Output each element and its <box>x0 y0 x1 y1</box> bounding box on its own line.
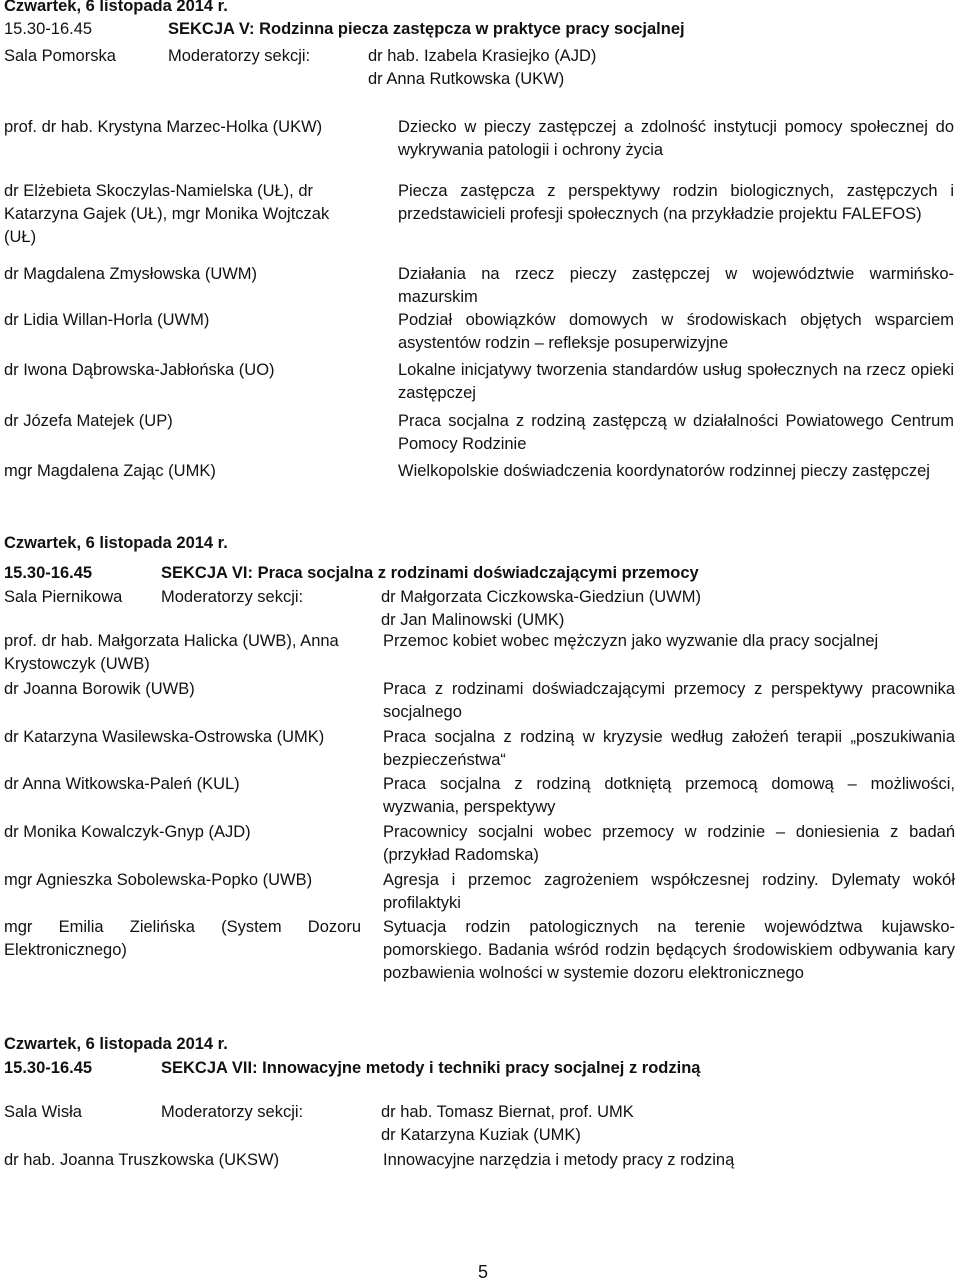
section-6-topic-2: Praca z rodzinami doświadczającymi przemocy z perspektywy pracownika socjalnego <box>383 680 955 721</box>
section-7-speaker-1: dr hab. Joanna Truszkowska (UKSW) <box>4 1151 280 1169</box>
section-5-date: Czwartek, 6 listopada 2014 r. <box>4 0 228 15</box>
section-5-topic-6: Praca socjalna z rodziną zastępczą w działalności Powiatowego Centrum Pomocy Rodzinie <box>398 412 954 453</box>
section-5-speaker-7: mgr Magdalena Zając (UMK) <box>4 462 216 480</box>
section-6-speaker-3: dr Katarzyna Wasilewska-Ostrowska (UMK) <box>4 728 325 746</box>
section-6-title-rest: : Praca socjalna z rodzinami doświadczającymi przemocy <box>247 564 699 582</box>
section-6-speaker-4: dr Anna Witkowska-Paleń (KUL) <box>4 775 240 793</box>
section-7-moderators-label: Moderatorzy sekcji: <box>161 1103 304 1121</box>
section-5-title: SEKCJA V: Rodzinna piecza zastępcza w praktyce pracy socjalnej <box>168 20 685 38</box>
section-7-room: Sala Wisła <box>4 1103 82 1121</box>
section-5-speaker-5: dr Iwona Dąbrowska-Jabłońska (UO) <box>4 361 275 379</box>
section-5-room: Sala Pomorska <box>4 47 116 65</box>
section-6-room: Sala Piernikowa <box>4 588 123 606</box>
section-6-title <box>161 562 699 585</box>
section-5-topic-1: Dziecko w pieczy zastępczej a zdolność instytucji pomocy społecznej do wykrywania patologii i ochrony życia <box>398 118 954 159</box>
section-7-moderator-2: dr Katarzyna Kuziak (UMK) <box>381 1126 581 1144</box>
section-6-topic-1: Przemoc kobiet wobec mężczyzn jako wyzwanie dla pracy socjalnej <box>383 632 879 650</box>
section-5-moderator-2: dr Anna Rutkowska (UKW) <box>368 70 565 88</box>
section-7-date: Czwartek, 6 listopada 2014 r. <box>4 1035 228 1053</box>
section-6-moderator-2: dr Jan Malinowski (UMK) <box>381 611 565 629</box>
section-5-speaker-1: prof. dr hab. Krystyna Marzec-Holka (UKW) <box>4 118 323 136</box>
section-5-topic-5: Lokalne inicjatywy tworzenia standardów usług społecznych na rzecz opieki zastępczej <box>398 361 954 402</box>
section-5-topic-4: Podział obowiązków domowych w środowiskach objętych wsparciem asystentów rodzin – refleksje posuperwizyjne <box>398 311 954 352</box>
section-7-moderator-1: dr hab. Tomasz Biernat, prof. UMK <box>381 1103 634 1121</box>
section-5-topic-3: Działania na rzecz pieczy zastępczej w województwie warmińsko-mazurskim <box>398 265 954 306</box>
section-6-topic-3: Praca socjalna z rodziną w kryzysie według założeń terapii „poszukiwania bezpieczeństwa“ <box>383 728 955 769</box>
section-6-topic-7: Sytuacja rodzin patologicznych na terenie województwa kujawsko-pomorskiego. Badania wśród rodzin będących środowiskiem odbywania kary pozbawienia wolności w systemie dozoru elektronicznego <box>383 918 955 982</box>
section-6-speaker-2: dr Joanna Borowik (UWB) <box>4 680 195 698</box>
section-6-topic-4: Praca socjalna z rodziną dotkniętą przemocą domową – możliwości, wyzwania, perspektywy <box>383 775 955 816</box>
section-5-topic-7: Wielkopolskie doświadczenia koordynatorów rodzinnej pieczy zastępczej <box>398 462 930 480</box>
page-number: 5 <box>478 1262 489 1282</box>
section-5-speaker-3: dr Magdalena Zmysłowska (UWM) <box>4 265 258 283</box>
section-6-date: Czwartek, 6 listopada 2014 r. <box>4 534 228 552</box>
section-6-time: 15.30-16.45 <box>4 564 93 582</box>
section-6-speaker-5: dr Monika Kowalczyk-Gnyp (AJD) <box>4 823 251 841</box>
section-5-time: 15.30-16.45 <box>4 20 93 38</box>
section-6-speaker-7: mgr Emilia Zielińska (System Dozoru Elektronicznego) <box>4 918 361 959</box>
section-6-moderator-1: dr Małgorzata Ciczkowska-Giedziun (UWM) <box>381 588 701 606</box>
section-5-moderator-1: dr hab. Izabela Krasiejko (AJD) <box>368 47 597 65</box>
section-5-speaker-2: dr Elżebieta Skoczylas-Namielska (UŁ), dr Katarzyna Gajek (UŁ), mgr Monika Wojtczak (UŁ) <box>4 182 330 246</box>
section-6-topic-6: Agresja i przemoc zagrożeniem współczesnej rodziny. Dylematy wokół profilaktyki <box>383 871 955 912</box>
section-6-moderators-label: Moderatorzy sekcji: <box>161 588 304 606</box>
section-6-speaker-6: mgr Agnieszka Sobolewska-Popko (UWB) <box>4 871 313 889</box>
section-7-title: SEKCJA VII: Innowacyjne metody i techniki pracy socjalnej z rodziną <box>161 1059 701 1077</box>
section-7-time: 15.30-16.45 <box>4 1059 93 1077</box>
section-5-speaker-6: dr Józefa Matejek (UP) <box>4 412 173 430</box>
section-6-title-prefix: SEKCJA VI <box>161 564 248 582</box>
section-6-topic-5: Pracownicy socjalni wobec przemocy w rodzinie – doniesienia z badań (przykład Radomska) <box>383 823 955 864</box>
section-5-moderators-label: Moderatorzy sekcji: <box>168 47 311 65</box>
section-5-topic-2: Piecza zastępcza z perspektywy rodzin biologicznych, zastępczych i przedstawicieli profesji społecznych (na przykładzie projektu FALEFOS) <box>398 182 954 223</box>
section-7-topic-1: Innowacyjne narzędzia i metody pracy z rodziną <box>383 1151 735 1169</box>
section-5-speaker-4: dr Lidia Willan-Horla (UWM) <box>4 311 210 329</box>
section-6-speaker-1: prof. dr hab. Małgorzata Halicka (UWB), Anna Krystowczyk (UWB) <box>4 632 339 673</box>
